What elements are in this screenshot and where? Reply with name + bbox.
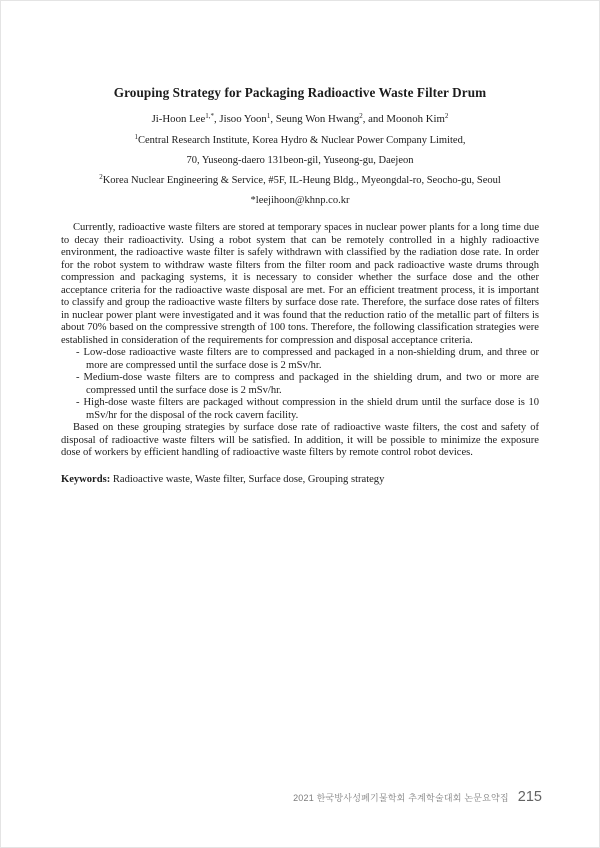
abstract-paragraph-2: Based on these grouping strategies by surface dose rate of radioactive waste filters, the cost and safety of disposal of radioactive waste filters will be satisfied. In addition, it will be possible to minimize the exposure dose of workers by efficient handling of radioactive waste filters by remote control robot devices. <box>61 422 539 458</box>
bullet-marker: - <box>76 372 80 383</box>
affiliation-address-line: 70, Yuseong-daero 131beon-gil, Yuseong-gu, Daejeon <box>186 155 414 166</box>
affiliation-line-1: $^1$Central Research Institute, Korea Hydro & Nuclear Power Company Limited, <box>134 133 466 146</box>
keywords-label: Keywords: <box>61 473 111 485</box>
bullet-item-high-dose <box>61 397 539 422</box>
keywords-text: Radioactive waste, Waste filter, Surface dose, Grouping strategy <box>110 473 385 485</box>
bullet-marker: - <box>76 397 80 408</box>
bullet-item-medium-dose <box>61 372 539 397</box>
footer-page-number: 215 <box>517 789 542 805</box>
author-line: Ji-Hoon Lee$^{1,*}$, Jisoo Yoon$^1$, Seung Won Hwang$^2$, and Moonoh Kim$^2$ <box>151 112 449 125</box>
keywords-line <box>61 474 539 487</box>
bullet-text: Medium-dose waste filters are to compress and packaged in the shielding drum, and two or more are compressed until the surface dose is 2 mSv/hr. <box>83 372 539 396</box>
footer-booklet-title: 2021 한국방사성폐기물학회 추계학술대회 논문요약집 <box>293 792 509 803</box>
affiliation-line-2: $^2$Korea Nuclear Engineering & Service, #5F, IL-Heung Bldg., Myeongdal-ro, Seocho-gu, Seoul <box>99 173 501 186</box>
page-content <box>61 85 539 486</box>
bullet-text: Low-dose radioactive waste filters are to compressed and packaged in a non-shielding drum, and three or more are compressed until the surface dose is 2 mSv/hr. <box>83 347 539 371</box>
paper-title: Grouping Strategy for Packaging Radioactive Waste Filter Drum <box>113 85 487 100</box>
corresponding-email-line: *leejihoon@khnp.co.kr <box>250 195 350 206</box>
bullet-item-low-dose <box>61 347 539 372</box>
abstract-body <box>61 222 539 486</box>
abstract-paragraph-1: Currently, radioactive waste filters are stored at temporary spaces in nuclear power plants for a long time due to decay their radioactivity. Using a robot system that can be remotely controlled in a highly radioactive environment, the radioactive waste filter is safely withdrawn with classified by the radiation dose rate. In order for the robot system to withdraw waste filters from the filter room and pack radioactive waste drums through compression and packaging systems, it is necessary to consider whether the surface dose and the other acceptance criteria for the radioactive waste disposal are met. For an efficient treatment process, it is important to classify and group the radioactive waste filters by surface dose rate. Therefore, the surface dose rates of filters in nuclear power plant were investigated and it was found that the reduction ratio of the metallic part of filters is about 70% based on the compressive strength of 100 tons. Therefore, the following classification strategies were established in consideration of the requirements for compression and disposal acceptance criteria. <box>61 222 539 346</box>
bullet-text: High-dose waste filters are packaged without compression in the shield drum until the surface dose is 10 mSv/hr for the disposal of the rock cavern facility. <box>83 397 539 421</box>
page-footer <box>293 789 542 805</box>
bullet-marker: - <box>76 347 80 358</box>
